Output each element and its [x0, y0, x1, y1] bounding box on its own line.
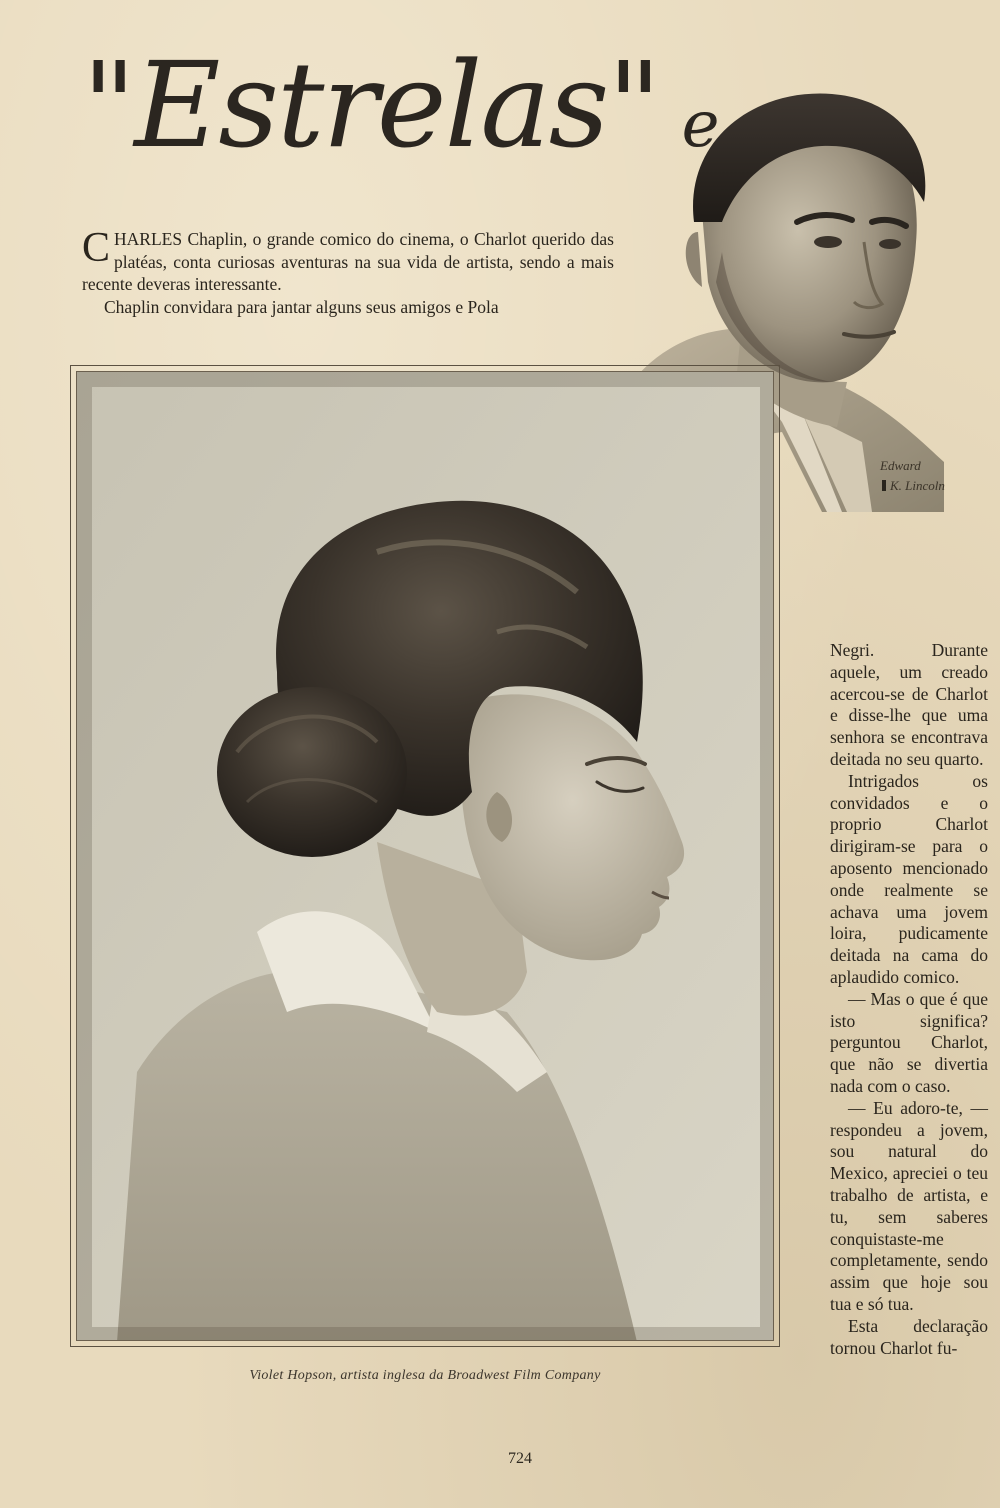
page-number: 724 — [508, 1450, 532, 1467]
column-paragraph: Esta declaração tornou Charlot fu- — [830, 1315, 988, 1358]
man-caption-last-name: K. Lincoln — [880, 476, 980, 496]
man-portrait-caption — [880, 456, 980, 496]
drop-cap: C — [82, 225, 111, 271]
main-photo-caption: Violet Hopson, artista inglesa da Broadwest Film Company — [249, 1368, 601, 1383]
main-photo-frame — [70, 365, 780, 1347]
intro-paragraph-1-text: HARLES Chaplin, o grande comico do cinema, o Charlot querido das platéas, conta curiosas aventuras na sua vida de artista, sendo a mais recente deveras interessante. — [82, 229, 614, 294]
woman-portrait-image — [77, 372, 774, 1341]
intro-text — [82, 225, 614, 318]
headline — [82, 20, 720, 190]
intro-paragraph-2: Chaplin convidara para jantar alguns seus amigos e Pola — [104, 296, 499, 317]
column-paragraph: — Eu adoro-te, — respondeu a jovem, sou natural do Mexico, apreciei o teu trabalho de artista, e tu, sem saberes conquistaste-me completamente, sendo assim que hoje sou tua e só tua. — [830, 1097, 988, 1314]
right-column-text — [830, 640, 988, 1359]
column-paragraph: Negri. Durante aquele, um creado acercou-se de Charlot e disse-lhe que uma senhora se encontrava deitada no seu quarto. — [830, 640, 988, 769]
column-paragraph: — Mas o que é que isto significa? perguntou Charlot, que não se divertia nada com o caso. — [830, 988, 988, 1096]
man-caption-first-name: Edward — [880, 458, 921, 473]
column-paragraph: Intrigados os convidados e o proprio Charlot dirigiram-se para o aposento mencionado onde realmente se achava uma jovem loira, pudicamente deitada na cama do aplaudido comico. — [830, 770, 988, 987]
headline-title: "Estrelas" — [82, 36, 660, 174]
intro-paragraph-1 — [82, 225, 614, 296]
headline-conjunction: e — [681, 88, 720, 162]
main-photo — [76, 371, 774, 1341]
